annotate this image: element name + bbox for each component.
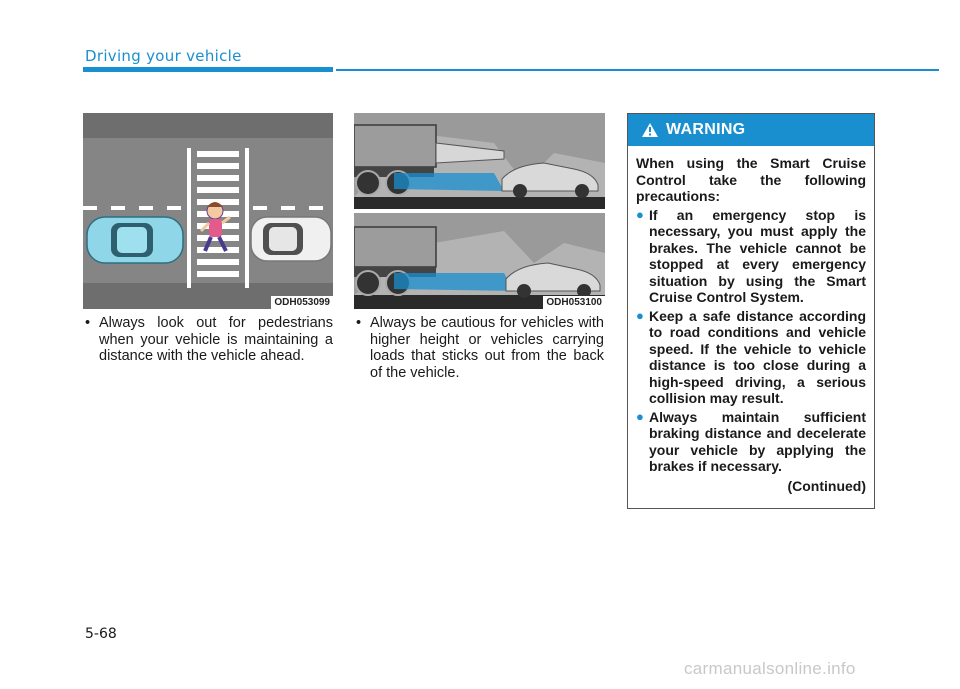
warning-bullet-dot: ●	[636, 408, 644, 424]
blue-car	[87, 217, 183, 263]
bullet-dot: •	[356, 315, 362, 331]
bullet-dot: •	[85, 315, 91, 331]
warning-title: WARNING	[666, 121, 746, 138]
bullet-high-vehicles	[356, 315, 604, 381]
warning-continued: (Continued)	[787, 477, 866, 494]
figure-code: ODH053099	[271, 296, 333, 309]
warning-bullet-dot: ●	[636, 307, 644, 323]
header-rule-thick	[83, 67, 333, 72]
bullet-pedestrians	[85, 315, 333, 365]
section-title: Driving your vehicle	[85, 47, 242, 65]
warning-intro: When using the Smart Cruise Control take the following precautions:	[636, 155, 866, 204]
figure-truck-loads	[354, 113, 605, 309]
bullet-text: Always look out for pedestrians when your vehicle is maintaining a distance with the vehicle ahead.	[99, 315, 333, 364]
pedestrian-crossing-illustration	[83, 113, 333, 309]
page-number: 5-68	[85, 626, 117, 642]
warning-bullet-dot: ●	[636, 206, 644, 222]
header-rule-thin	[336, 69, 939, 71]
warning-header	[628, 114, 874, 146]
figure-code: ODH053100	[543, 296, 605, 309]
warning-body	[628, 146, 874, 494]
figure-pedestrian-crossing	[83, 113, 333, 309]
warning-item: ● Always maintain sufficient braking distance and decelerate your vehicle by applying the brakes if necessary.	[636, 408, 866, 474]
warning-item: ● If an emergency stop is necessary, you must apply the brakes. The vehicle cannot be stopped at every emergency situation by using the Smart Cruise Control System.	[636, 206, 866, 305]
warning-triangle-icon	[642, 123, 658, 137]
watermark: carmanualsonline.info	[684, 659, 856, 678]
warning-item: ● Keep a safe distance according to road conditions and vehicle speed. If the vehicle to vehicle distance is too close during a high-speed driving, a serious collision may result.	[636, 307, 866, 406]
white-car	[251, 217, 331, 261]
truck-loads-illustration	[354, 113, 605, 309]
warning-box	[627, 113, 875, 509]
bullet-text: Always be cautious for vehicles with higher height or vehicles carrying loads that sticks out from the back of the vehicle.	[370, 315, 604, 381]
